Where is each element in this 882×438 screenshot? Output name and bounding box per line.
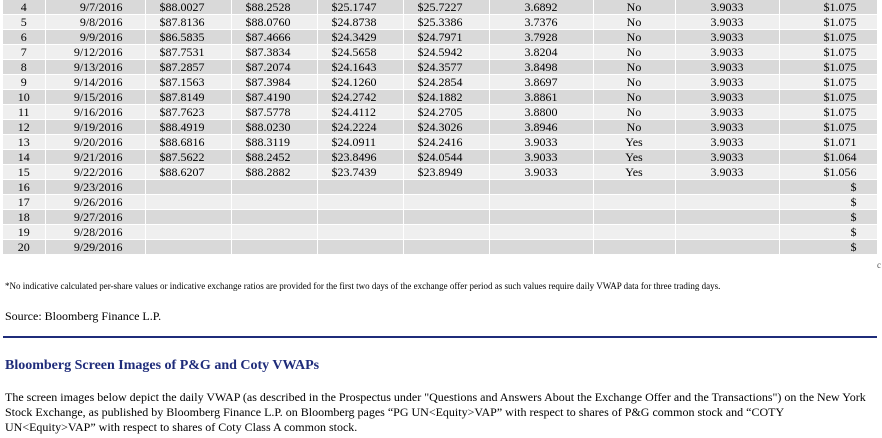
coty-vwap-cell: [317, 180, 403, 195]
per-share-value-cell: $1.075: [779, 120, 877, 135]
pg-value-cell: [231, 210, 317, 225]
exchange-ratio-cell: [489, 240, 593, 255]
table-row: [3, 60, 877, 75]
date-cell: 9/14/2016: [45, 75, 145, 90]
coty-vwap-cell: $24.3429: [317, 30, 403, 45]
exchange-ratio-cell: 3.8697: [489, 75, 593, 90]
limit-cell: [593, 210, 675, 225]
table-row: [3, 45, 877, 60]
pg-vwap-cell: $88.6816: [145, 135, 231, 150]
final-ratio-cell: 3.9033: [675, 135, 779, 150]
final-ratio-cell: 3.9033: [675, 90, 779, 105]
limit-cell: No: [593, 60, 675, 75]
exchange-ratio-cell: 3.9033: [489, 135, 593, 150]
per-share-value-cell: $: [779, 240, 877, 255]
coty-vwap-cell: $24.2742: [317, 90, 403, 105]
pg-vwap-cell: $88.0027: [145, 0, 231, 15]
final-ratio-cell: 3.9033: [675, 30, 779, 45]
pg-vwap-cell: $88.6207: [145, 165, 231, 180]
date-cell: 9/19/2016: [45, 120, 145, 135]
per-share-value-cell: $: [779, 210, 877, 225]
per-share-value-cell: $1.075: [779, 60, 877, 75]
pg-vwap-cell: [145, 180, 231, 195]
coty-value-cell: [403, 225, 489, 240]
limit-cell: Yes: [593, 150, 675, 165]
date-cell: 9/16/2016: [45, 105, 145, 120]
per-share-value-cell: $: [779, 180, 877, 195]
table-row: [3, 120, 877, 135]
coty-vwap-cell: $24.1643: [317, 60, 403, 75]
coty-value-cell: [403, 180, 489, 195]
section-divider: [3, 336, 877, 338]
limit-cell: [593, 225, 675, 240]
pg-vwap-cell: $88.4919: [145, 120, 231, 135]
pg-value-cell: $87.3984: [231, 75, 317, 90]
day-cell: 4: [3, 0, 45, 15]
pg-value-cell: $88.0760: [231, 15, 317, 30]
pg-vwap-cell: [145, 240, 231, 255]
coty-value-cell: $24.3026: [403, 120, 489, 135]
table-row: [3, 225, 877, 240]
pg-vwap-cell: $87.8136: [145, 15, 231, 30]
limit-cell: No: [593, 105, 675, 120]
pg-vwap-cell: [145, 195, 231, 210]
table-row: [3, 240, 877, 255]
final-ratio-cell: 3.9033: [675, 60, 779, 75]
table-row: [3, 90, 877, 105]
table-row: [3, 105, 877, 120]
coty-vwap-cell: $24.2224: [317, 120, 403, 135]
vwap-table-container: [3, 0, 877, 255]
per-share-value-cell: $1.064: [779, 150, 877, 165]
date-cell: 9/7/2016: [45, 0, 145, 15]
limit-cell: No: [593, 120, 675, 135]
pg-value-cell: [231, 195, 317, 210]
exchange-ratio-cell: [489, 225, 593, 240]
pg-vwap-cell: $87.7623: [145, 105, 231, 120]
exchange-ratio-cell: 3.9033: [489, 165, 593, 180]
table-row: [3, 210, 877, 225]
pg-value-cell: $88.3119: [231, 135, 317, 150]
table-row: [3, 15, 877, 30]
pg-value-cell: $87.4190: [231, 90, 317, 105]
day-cell: 5: [3, 15, 45, 30]
pg-value-cell: [231, 240, 317, 255]
pg-vwap-cell: [145, 210, 231, 225]
coty-value-cell: $24.2705: [403, 105, 489, 120]
table-row: [3, 0, 877, 15]
day-cell: 18: [3, 210, 45, 225]
per-share-value-cell: $1.071: [779, 135, 877, 150]
final-ratio-cell: 3.9033: [675, 120, 779, 135]
pg-value-cell: $87.2074: [231, 60, 317, 75]
limit-cell: No: [593, 15, 675, 30]
edge-mark: c: [877, 260, 881, 270]
exchange-ratio-cell: 3.8946: [489, 120, 593, 135]
pg-value-cell: $87.3834: [231, 45, 317, 60]
day-cell: 20: [3, 240, 45, 255]
coty-vwap-cell: $24.1260: [317, 75, 403, 90]
final-ratio-cell: 3.9033: [675, 0, 779, 15]
coty-value-cell: [403, 210, 489, 225]
date-cell: 9/20/2016: [45, 135, 145, 150]
exchange-ratio-cell: 3.7376: [489, 15, 593, 30]
limit-cell: No: [593, 45, 675, 60]
limit-cell: [593, 180, 675, 195]
coty-vwap-cell: [317, 225, 403, 240]
exchange-ratio-cell: 3.8204: [489, 45, 593, 60]
day-cell: 19: [3, 225, 45, 240]
exchange-ratio-cell: [489, 210, 593, 225]
coty-value-cell: $24.0544: [403, 150, 489, 165]
day-cell: 13: [3, 135, 45, 150]
per-share-value-cell: $1.075: [779, 75, 877, 90]
coty-value-cell: $25.3386: [403, 15, 489, 30]
date-cell: 9/23/2016: [45, 180, 145, 195]
coty-value-cell: $24.5942: [403, 45, 489, 60]
day-cell: 12: [3, 120, 45, 135]
limit-cell: No: [593, 75, 675, 90]
pg-vwap-cell: $87.7531: [145, 45, 231, 60]
date-cell: 9/26/2016: [45, 195, 145, 210]
per-share-value-cell: $: [779, 225, 877, 240]
exchange-ratio-cell: 3.8498: [489, 60, 593, 75]
day-cell: 8: [3, 60, 45, 75]
pg-vwap-cell: $87.8149: [145, 90, 231, 105]
limit-cell: [593, 195, 675, 210]
table-row: [3, 30, 877, 45]
final-ratio-cell: 3.9033: [675, 165, 779, 180]
final-ratio-cell: [675, 180, 779, 195]
coty-vwap-cell: [317, 195, 403, 210]
limit-cell: No: [593, 0, 675, 15]
pg-value-cell: $88.2452: [231, 150, 317, 165]
coty-value-cell: $25.7227: [403, 0, 489, 15]
final-ratio-cell: [675, 225, 779, 240]
day-cell: 7: [3, 45, 45, 60]
day-cell: 17: [3, 195, 45, 210]
pg-vwap-cell: [145, 225, 231, 240]
coty-value-cell: $24.2854: [403, 75, 489, 90]
per-share-value-cell: $1.075: [779, 15, 877, 30]
exchange-ratio-cell: 3.6892: [489, 0, 593, 15]
per-share-value-cell: $1.075: [779, 0, 877, 15]
exchange-ratio-cell: 3.8861: [489, 90, 593, 105]
date-cell: 9/12/2016: [45, 45, 145, 60]
date-cell: 9/8/2016: [45, 15, 145, 30]
final-ratio-cell: 3.9033: [675, 150, 779, 165]
pg-value-cell: [231, 225, 317, 240]
final-ratio-cell: [675, 195, 779, 210]
coty-vwap-cell: $25.1747: [317, 0, 403, 15]
date-cell: 9/27/2016: [45, 210, 145, 225]
pg-value-cell: $88.2882: [231, 165, 317, 180]
coty-value-cell: $24.1882: [403, 90, 489, 105]
coty-vwap-cell: $24.4112: [317, 105, 403, 120]
exchange-ratio-cell: 3.7928: [489, 30, 593, 45]
vwap-table: [3, 0, 878, 255]
limit-cell: No: [593, 90, 675, 105]
day-cell: 14: [3, 150, 45, 165]
limit-cell: Yes: [593, 135, 675, 150]
day-cell: 16: [3, 180, 45, 195]
exchange-ratio-cell: [489, 195, 593, 210]
date-cell: 9/15/2016: [45, 90, 145, 105]
coty-vwap-cell: [317, 210, 403, 225]
exchange-ratio-cell: [489, 180, 593, 195]
date-cell: 9/9/2016: [45, 30, 145, 45]
limit-cell: No: [593, 30, 675, 45]
coty-vwap-cell: $24.0911: [317, 135, 403, 150]
limit-cell: Yes: [593, 165, 675, 180]
vwap-table-body: [3, 0, 877, 255]
date-cell: 9/21/2016: [45, 150, 145, 165]
source-note: Source: Bloomberg Finance L.P.: [5, 309, 162, 323]
day-cell: 6: [3, 30, 45, 45]
coty-value-cell: $24.7971: [403, 30, 489, 45]
coty-vwap-cell: [317, 240, 403, 255]
pg-value-cell: $88.0230: [231, 120, 317, 135]
table-row: [3, 135, 877, 150]
final-ratio-cell: 3.9033: [675, 45, 779, 60]
coty-vwap-cell: $24.5658: [317, 45, 403, 60]
date-cell: 9/28/2016: [45, 225, 145, 240]
coty-value-cell: $24.2416: [403, 135, 489, 150]
day-cell: 15: [3, 165, 45, 180]
per-share-value-cell: $1.075: [779, 105, 877, 120]
per-share-value-cell: $1.075: [779, 45, 877, 60]
coty-value-cell: $24.3577: [403, 60, 489, 75]
exchange-ratio-cell: 3.9033: [489, 150, 593, 165]
per-share-value-cell: $1.075: [779, 30, 877, 45]
pg-vwap-cell: $86.5835: [145, 30, 231, 45]
coty-vwap-cell: $24.8738: [317, 15, 403, 30]
date-cell: 9/22/2016: [45, 165, 145, 180]
day-cell: 11: [3, 105, 45, 120]
pg-value-cell: $87.5778: [231, 105, 317, 120]
final-ratio-cell: [675, 240, 779, 255]
final-ratio-cell: [675, 210, 779, 225]
final-ratio-cell: 3.9033: [675, 75, 779, 90]
coty-value-cell: [403, 240, 489, 255]
exchange-ratio-cell: 3.8800: [489, 105, 593, 120]
coty-vwap-cell: $23.7439: [317, 165, 403, 180]
final-ratio-cell: 3.9033: [675, 105, 779, 120]
per-share-value-cell: $1.075: [779, 90, 877, 105]
per-share-value-cell: $: [779, 195, 877, 210]
table-row: [3, 195, 877, 210]
date-cell: 9/13/2016: [45, 60, 145, 75]
pg-value-cell: $87.4666: [231, 30, 317, 45]
section-heading: Bloomberg Screen Images of P&G and Coty VWAPs: [5, 358, 320, 373]
section-body-text: The screen images below depict the daily VWAP (as described in the Prospectus under "Questions and Answers About the Exchange Offer and the Transactions") on the New York Stock Exchange, as published by Bloomberg Finance L.P. on Bloomberg pages “PG UN<Equity>VAP” with respect to shares of P&G common stock and “COTY UN<Equity>VAP” with respect to shares of Coty Class A common stock.: [5, 390, 866, 434]
date-cell: 9/29/2016: [45, 240, 145, 255]
pg-vwap-cell: $87.5622: [145, 150, 231, 165]
per-share-value-cell: $1.056: [779, 165, 877, 180]
table-row: [3, 180, 877, 195]
coty-vwap-cell: $23.8496: [317, 150, 403, 165]
day-cell: 10: [3, 90, 45, 105]
final-ratio-cell: 3.9033: [675, 15, 779, 30]
pg-vwap-cell: $87.1563: [145, 75, 231, 90]
limit-cell: [593, 240, 675, 255]
table-row: [3, 150, 877, 165]
table-footnote: *No indicative calculated per-share values or indicative exchange ratios are provided for the first two days of the exchange offer period as such values require daily VWAP data for three trading days.: [5, 281, 721, 291]
day-cell: 9: [3, 75, 45, 90]
table-row: [3, 75, 877, 90]
coty-value-cell: [403, 195, 489, 210]
pg-value-cell: [231, 180, 317, 195]
coty-value-cell: $23.8949: [403, 165, 489, 180]
table-row: [3, 165, 877, 180]
pg-vwap-cell: $87.2857: [145, 60, 231, 75]
pg-value-cell: $88.2528: [231, 0, 317, 15]
